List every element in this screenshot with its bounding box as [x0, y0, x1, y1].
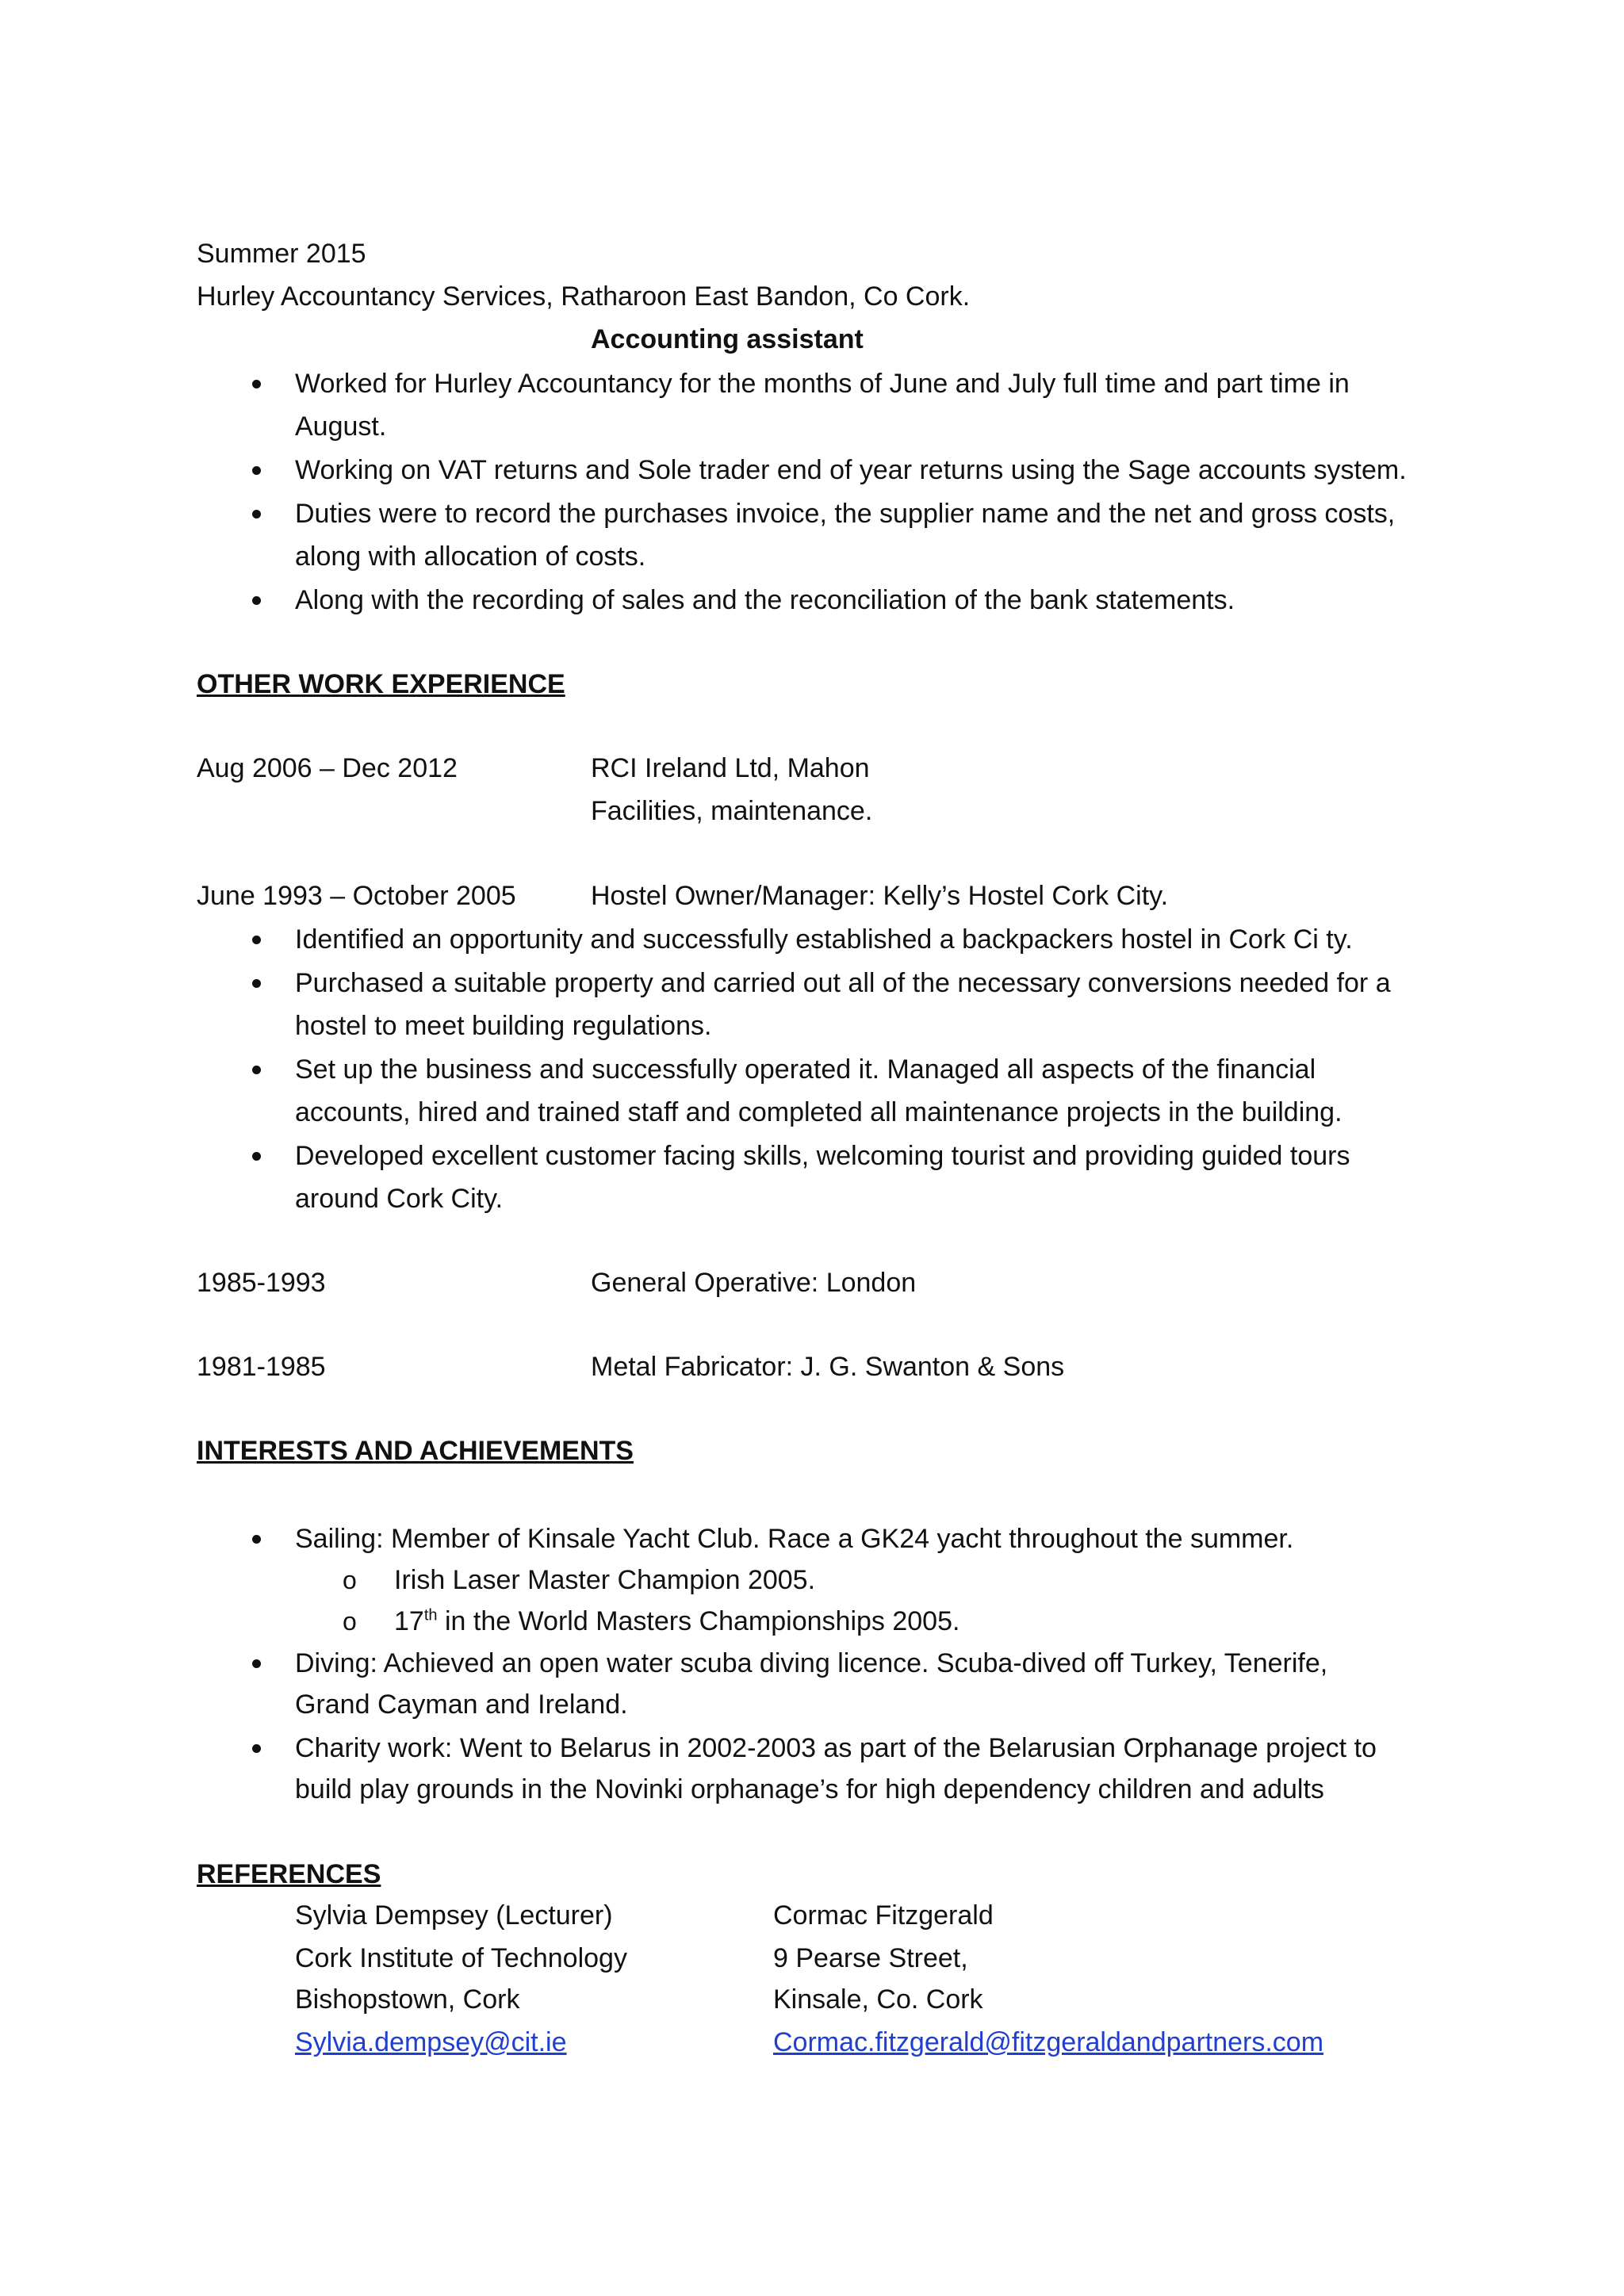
hostel-title: Hostel Owner/Manager: Kelly’s Hostel Cork City.	[591, 881, 1169, 911]
summer-bullet-2: Working on VAT returns and Sole trader end of year returns using the Sage accounts system.	[295, 455, 1407, 485]
metal-role: Metal Fabricator: J. G. Swanton & Sons	[591, 1352, 1065, 1382]
sailing-line: Sailing: Member of Kinsale Yacht Club. Race a GK24 yacht throughout the summer.	[295, 1524, 1294, 1554]
bullet-icon	[252, 936, 261, 944]
summer-role: Accounting assistant	[591, 324, 864, 354]
hostel-bullet-2-line1: Purchased a suitable property and carried out all of the necessary conversions needed for a	[295, 968, 1391, 998]
bullet-icon	[252, 596, 261, 605]
hostel-bullet-3-line2: accounts, hired and trained staff and completed all maintenance projects in the building.	[295, 1097, 1342, 1127]
ref2-org: 9 Pearse Street,	[773, 1943, 968, 1973]
other-work-heading: OTHER WORK EXPERIENCE	[197, 669, 565, 699]
hostel-bullet-2-line2: hostel to meet building regulations.	[295, 1011, 712, 1041]
ref1-name: Sylvia Dempsey (Lecturer)	[295, 1900, 613, 1931]
rci-employer: RCI Ireland Ltd, Mahon	[591, 753, 870, 783]
summer-bullet-3-line2: along with allocation of costs.	[295, 541, 646, 572]
sailing-sub-1: Irish Laser Master Champion 2005.	[394, 1565, 816, 1595]
sailing-sub-2-suffix: th	[423, 1606, 438, 1624]
metal-dates: 1981-1985	[197, 1352, 326, 1382]
ref2-email-link[interactable]: Cormac.fitzgerald@fitzgeraldandpartners.com	[773, 2027, 1324, 2057]
summer-employer: Hurley Accountancy Services, Ratharoon East Bandon, Co Cork.	[197, 281, 971, 312]
sub-bullet-icon: o	[343, 1607, 357, 1636]
sailing-sub-2	[394, 1605, 959, 1637]
rci-role: Facilities, maintenance.	[591, 796, 873, 826]
hostel-bullet-3-line1: Set up the business and successfully operated it. Managed all aspects of the financial	[295, 1054, 1316, 1085]
bullet-icon	[252, 380, 261, 388]
charity-line2: build play grounds in the Novinki orphanage’s for high dependency children and adults	[295, 1774, 1324, 1804]
hostel-bullet-4-line2: around Cork City.	[295, 1184, 504, 1214]
hostel-bullet-1: Identified an opportunity and successfully established a backpackers hostel in Cork Ci ty.	[295, 924, 1353, 955]
bullet-icon	[252, 510, 261, 519]
bullet-icon	[252, 466, 261, 475]
summer-bullet-1-line1: Worked for Hurley Accountancy for the months of June and July full time and part time in	[295, 369, 1350, 399]
hostel-dates: June 1993 – October 2005	[197, 881, 516, 911]
bullet-icon	[252, 1066, 261, 1074]
sub-bullet-icon: o	[343, 1566, 357, 1594]
hostel-bullet-4-line1: Developed excellent customer facing skills, welcoming tourist and providing guided tours	[295, 1141, 1350, 1171]
summer-bullet-3-line1: Duties were to record the purchases invoice, the supplier name and the net and gross costs,	[295, 499, 1396, 529]
diving-line1: Diving: Achieved an open water scuba diving licence. Scuba-dived off Turkey, Tenerife,	[295, 1648, 1328, 1678]
charity-line1: Charity work: Went to Belarus in 2002-2003 as part of the Belarusian Orphanage project to	[295, 1733, 1377, 1763]
ref2-address: Kinsale, Co. Cork	[773, 1984, 983, 2015]
ref1-email-link[interactable]: Sylvia.dempsey@cit.ie	[295, 2027, 567, 2057]
general-role: General Operative: London	[591, 1268, 917, 1298]
ref2-name: Cormac Fitzgerald	[773, 1900, 994, 1931]
bullet-icon	[252, 1152, 261, 1161]
sailing-sub-2-text: in the World Masters Championships 2005.	[437, 1606, 960, 1636]
rci-dates: Aug 2006 – Dec 2012	[197, 753, 458, 783]
summer-date: Summer 2015	[197, 239, 366, 269]
summer-bullet-1-line2: August.	[295, 411, 387, 442]
general-dates: 1985-1993	[197, 1268, 326, 1298]
bullet-icon	[252, 1659, 261, 1668]
interests-heading: INTERESTS AND ACHIEVEMENTS	[197, 1436, 634, 1466]
references-heading: REFERENCES	[197, 1859, 381, 1889]
summer-bullet-4: Along with the recording of sales and the reconciliation of the bank statements.	[295, 585, 1235, 615]
bullet-icon	[252, 1744, 261, 1753]
ref1-org: Cork Institute of Technology	[295, 1943, 627, 1973]
ref1-address: Bishopstown, Cork	[295, 1984, 520, 2015]
bullet-icon	[252, 979, 261, 988]
diving-line2: Grand Cayman and Ireland.	[295, 1689, 628, 1720]
sailing-sub-2-number: 17	[394, 1606, 424, 1636]
bullet-icon	[252, 1535, 261, 1544]
